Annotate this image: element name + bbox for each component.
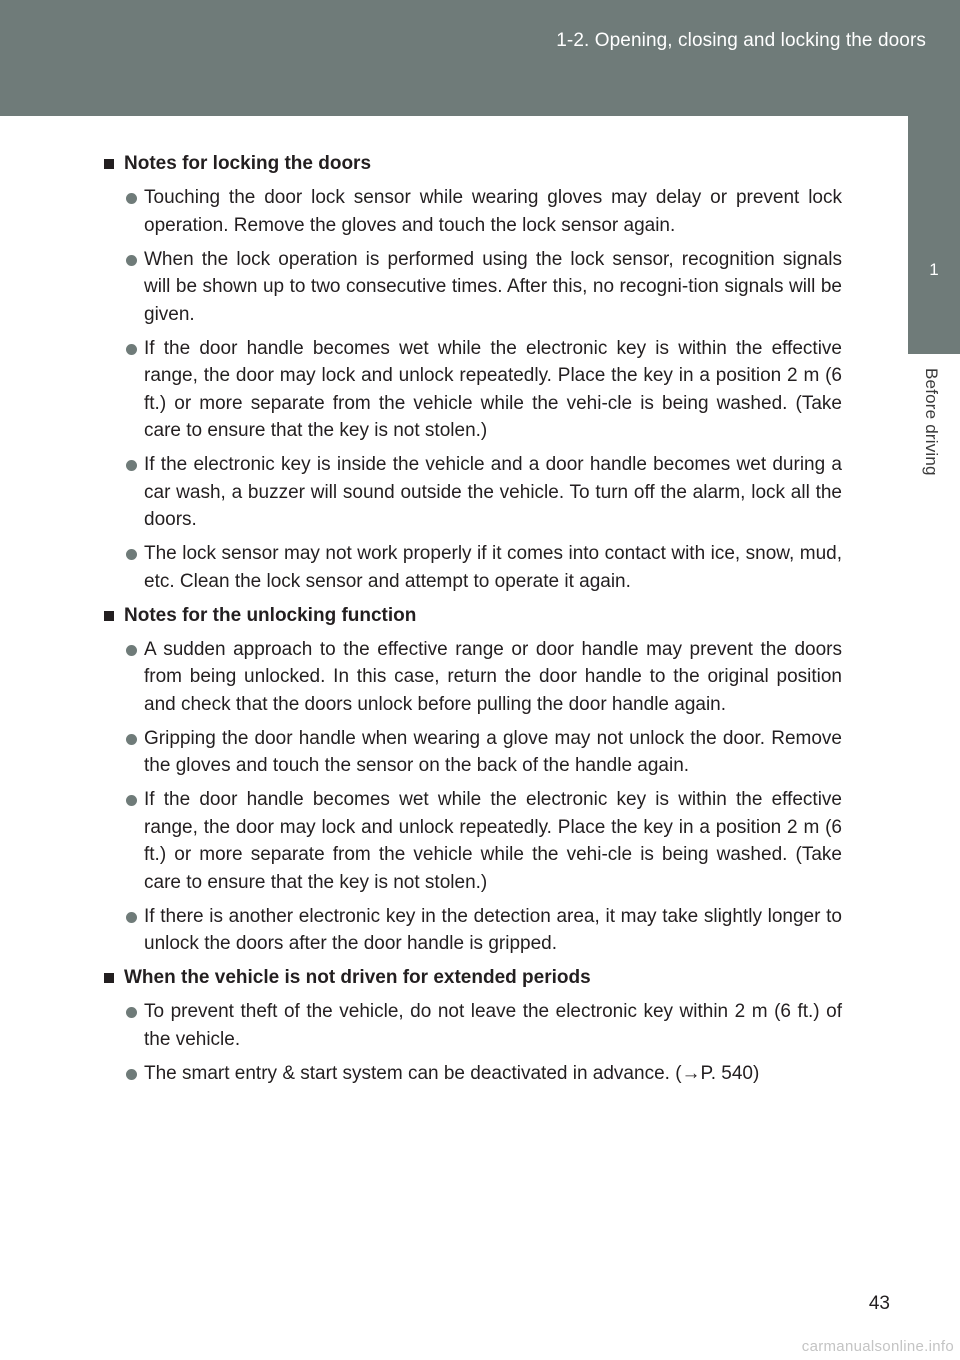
list-item bbox=[100, 1060, 842, 1088]
section-heading bbox=[100, 150, 842, 178]
list-item-text: If the door handle becomes wet while the electronic key is within the effective range, the door may lock and unlock repeatedly. Place the key in a position 2 m (6 ft.) or more separate from the vehicle while the vehi-cle is being washed. (Take care to ensure that the key is not stolen.) bbox=[144, 337, 842, 441]
chapter-name: Before driving bbox=[922, 368, 941, 476]
round-bullet-icon bbox=[126, 795, 137, 806]
list-item bbox=[100, 786, 842, 896]
list-item-text: The lock sensor may not work properly if it comes into contact with ice, snow, mud, etc. Clean the lock sensor and attempt to operate it again. bbox=[144, 543, 842, 592]
round-bullet-icon bbox=[126, 549, 137, 560]
list-item bbox=[100, 725, 842, 780]
list-item-text: A sudden approach to the effective range or door handle may prevent the doors from being unlocked. In this case, return the door handle to the original position and check that the doors unlock before pulling the door handle again. bbox=[144, 638, 842, 715]
round-bullet-icon bbox=[126, 734, 137, 745]
square-bullet-icon bbox=[104, 611, 114, 621]
section-heading-text: Notes for locking the doors bbox=[124, 153, 372, 174]
round-bullet-icon bbox=[126, 344, 137, 355]
main-content bbox=[100, 150, 842, 1094]
round-bullet-icon bbox=[126, 645, 137, 656]
list-item-text: The smart entry & start system can be deactivated in advance. (→P. 540) bbox=[144, 1062, 760, 1084]
list-item bbox=[100, 246, 842, 329]
round-bullet-icon bbox=[126, 1069, 137, 1080]
list-item-text: Touching the door lock sensor while wearing gloves may delay or prevent lock operation. Remove the gloves and touch the lock sensor again. bbox=[144, 187, 842, 236]
round-bullet-icon bbox=[126, 255, 137, 266]
page-header-title: 1-2. Opening, closing and locking the doors bbox=[556, 30, 926, 51]
chapter-side-tab bbox=[908, 116, 960, 354]
round-bullet-icon bbox=[126, 193, 137, 204]
round-bullet-icon bbox=[126, 912, 137, 923]
list-item bbox=[100, 636, 842, 719]
list-item bbox=[100, 184, 842, 239]
list-item bbox=[100, 540, 842, 595]
list-item-text: To prevent theft of the vehicle, do not leave the electronic key within 2 m (6 ft.) of the vehicle. bbox=[144, 1001, 842, 1050]
square-bullet-icon bbox=[104, 159, 114, 169]
chapter-number: 1 bbox=[929, 260, 939, 279]
section-extended-periods bbox=[100, 964, 842, 1087]
list-item bbox=[100, 998, 842, 1053]
list-item-text: When the lock operation is performed using the lock sensor, recognition signals will be shown up to two consecutive times. After this, no recogni-tion signals will be given. bbox=[144, 248, 842, 325]
square-bullet-icon bbox=[104, 973, 114, 983]
round-bullet-icon bbox=[126, 1007, 137, 1018]
page-number: 43 bbox=[868, 1293, 890, 1314]
section-heading bbox=[100, 602, 842, 630]
section-heading-text: Notes for the unlocking function bbox=[124, 604, 417, 626]
list-item bbox=[100, 903, 842, 958]
list-item bbox=[100, 451, 842, 534]
list-item-text: If there is another electronic key in the detection area, it may take slightly longer to unlock the doors after the door handle is gripped. bbox=[144, 905, 842, 954]
watermark: carmanualsonline.info bbox=[801, 1338, 954, 1355]
section-heading bbox=[100, 964, 842, 992]
section-unlocking-notes bbox=[100, 602, 842, 958]
list-item-text: If the electronic key is inside the vehicle and a door handle becomes wet during a car wash, a buzzer will sound outside the vehicle. To turn off the alarm, lock all the doors. bbox=[144, 454, 842, 530]
list-item-text: Gripping the door handle when wearing a glove may not unlock the door. Remove the gloves and touch the sensor on the back of the handle again. bbox=[144, 727, 842, 776]
header-bar bbox=[0, 0, 960, 116]
section-locking-notes bbox=[100, 150, 842, 595]
list-item-text: If the door handle becomes wet while the electronic key is within the effective range, the door may lock and unlock repeatedly. Place the key in a position 2 m (6 ft.) or more separate from the vehicle while the vehi-cle is being washed. (Take care to ensure that the key is not stolen.) bbox=[144, 789, 842, 893]
section-heading-text: When the vehicle is not driven for extended periods bbox=[124, 967, 591, 988]
list-item bbox=[100, 335, 842, 445]
round-bullet-icon bbox=[126, 460, 137, 471]
